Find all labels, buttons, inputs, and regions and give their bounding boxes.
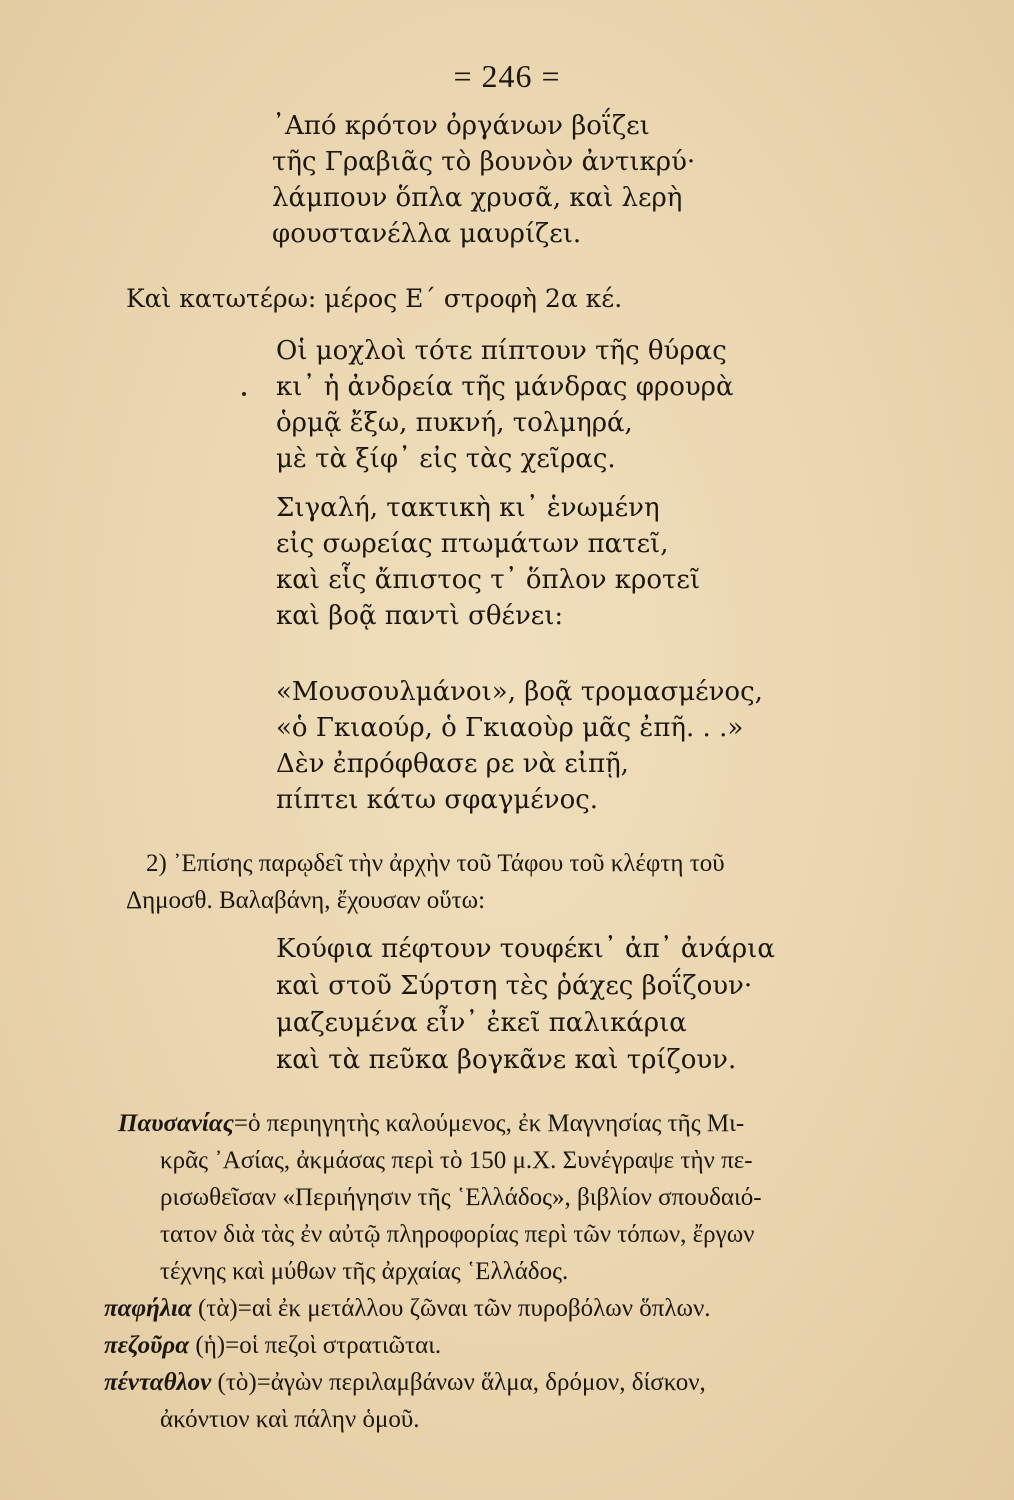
verse-line: ὁρμᾷ ἔξω, πυκνή, τολμηρά, (276, 408, 633, 438)
glossary-entry-pezoura (104, 1332, 441, 1360)
verse-line: φουστανέλλα μαυρίζει. (272, 219, 582, 249)
glossary-continuation: ρισωθεῖσαν «Περιήγησιν τῆς ῾Ελλάδος», βιβλίον σπουδαιό- (160, 1184, 762, 1211)
glossary-term: πένταθλον (104, 1369, 212, 1396)
verse-line: μὲ τὰ ξίφ᾿ εἰς τὰς χεῖρας. (276, 444, 616, 474)
glossary-definition: =ὁ περιηγητὴς καλούμενος, ἐκ Μαγνησίας τῆς Μι- (233, 1110, 745, 1137)
glossary-definition: =αἱ ἐκ μετάλλου ζῶναι τῶν πυροβόλων ὅπλων. (237, 1295, 711, 1322)
verse-line: ᾿Από κρότον ὀργάνων βοΐζει (272, 111, 650, 141)
glossary-continuation: τατον διὰ τὰς ἐν αὐτῷ πληροφορίας περὶ τῶν τόπων, ἔργων (160, 1221, 755, 1248)
verse-line: πίπτει κάτω σφαγμένος. (276, 785, 599, 815)
verse-line: καὶ τὰ πεῦκα βογκᾶνε καὶ τρίζουν. (276, 1045, 737, 1075)
verse-line: «Μουσουλμάνοι», βοᾷ τρομασμένος, (276, 677, 763, 707)
glossary-definition: =οἱ πεζοὶ στρατιῶται. (225, 1332, 442, 1359)
verse-line: Δὲν ἐπρόφθασε ρε νὰ εἰπῇ, (276, 749, 629, 779)
note-2-line-1: 2) ᾿Επίσης παρῳδεῖ τὴν ἀρχὴν τοῦ Τάφου τοῦ κλέφτη τοῦ (146, 850, 725, 877)
verse-line: καὶ εἷς ἄπιστος τ᾿ ὅπλον κροτεῖ (276, 565, 701, 595)
verse-line: Σιγαλή, τακτικὴ κι᾿ ἑνωμένη (276, 493, 660, 523)
glossary-continuation: ἀκόντιον καὶ πάλην ὁμοῦ. (160, 1406, 420, 1433)
verse-line: καὶ στοῦ Σύρτση τὲς ῥάχες βοΐζουν· (276, 971, 753, 1001)
poem-stanza-1 (272, 108, 695, 252)
poem-stanza-3 (276, 490, 700, 634)
reference-line: Καὶ κατωτέρω: μέρος Ε΄ στροφὴ 2α κέ. (126, 284, 623, 313)
glossary-definition: =ἀγὼν περιλαμβάνων ἅλμα, δρόμον, δίσκον, (256, 1369, 706, 1396)
poem-stanza-5 (276, 931, 775, 1079)
stray-mark (242, 392, 246, 396)
verse-line: εἰς σωρείας πτωμάτων πατεῖ, (276, 529, 669, 559)
glossary-term: Παυσανίας (118, 1110, 234, 1137)
verse-line: μαζευμένα εἶν᾿ ἐκεῖ παλικάρια (276, 1008, 687, 1038)
note-2-line-2: Δημοσθ. Βαλαβάνη, ἔχουσαν οὕτω: (126, 887, 486, 914)
glossary-continuation: τέχνης καὶ μύθων τῆς ἀρχαίας ῾Ελλάδος. (160, 1258, 569, 1285)
glossary-term: παφήλια (104, 1295, 192, 1322)
page-number: = 246 = (453, 58, 561, 94)
poem-stanza-2 (276, 333, 734, 477)
glossary-entry-pafilia (104, 1295, 711, 1323)
glossary-article: (τὰ) (197, 1295, 238, 1322)
verse-line: Οἱ μοχλοὶ τότε πίπτουν τῆς θύρας (276, 336, 727, 366)
verse-line: καὶ βοᾷ παντὶ σθένει: (276, 601, 564, 631)
glossary-term: πεζοῦρα (104, 1332, 190, 1359)
glossary-entry-pentathlon (104, 1369, 706, 1397)
glossary-continuation: κρᾶς ᾿Ασίας, ἀκμάσας περὶ τὸ 150 μ.Χ. Συνέγραψε τὴν πε- (160, 1147, 753, 1174)
poem-stanza-4 (276, 674, 763, 818)
verse-line: λάμπουν ὅπλα χρυσᾶ, καὶ λερὴ (272, 183, 683, 213)
glossary-article: (τὸ) (217, 1369, 257, 1396)
verse-line: τῆς Γραβιᾶς τὸ βουνὸν ἀντικρύ· (272, 147, 696, 177)
verse-line: Κούφια πέφτουν τουφέκι᾿ ἀπ᾿ ἀνάρια (276, 934, 775, 964)
glossary-entry-pausanias (118, 1110, 744, 1138)
verse-line: κι᾿ ἡ ἀνδρεία τῆς μάνδρας φρουρὰ (276, 372, 734, 402)
verse-line: «ὁ Γκιαούρ, ὁ Γκιαοὺρ μᾶς ἐπῆ. . .» (276, 713, 744, 743)
glossary-article: (ἡ) (195, 1332, 226, 1359)
